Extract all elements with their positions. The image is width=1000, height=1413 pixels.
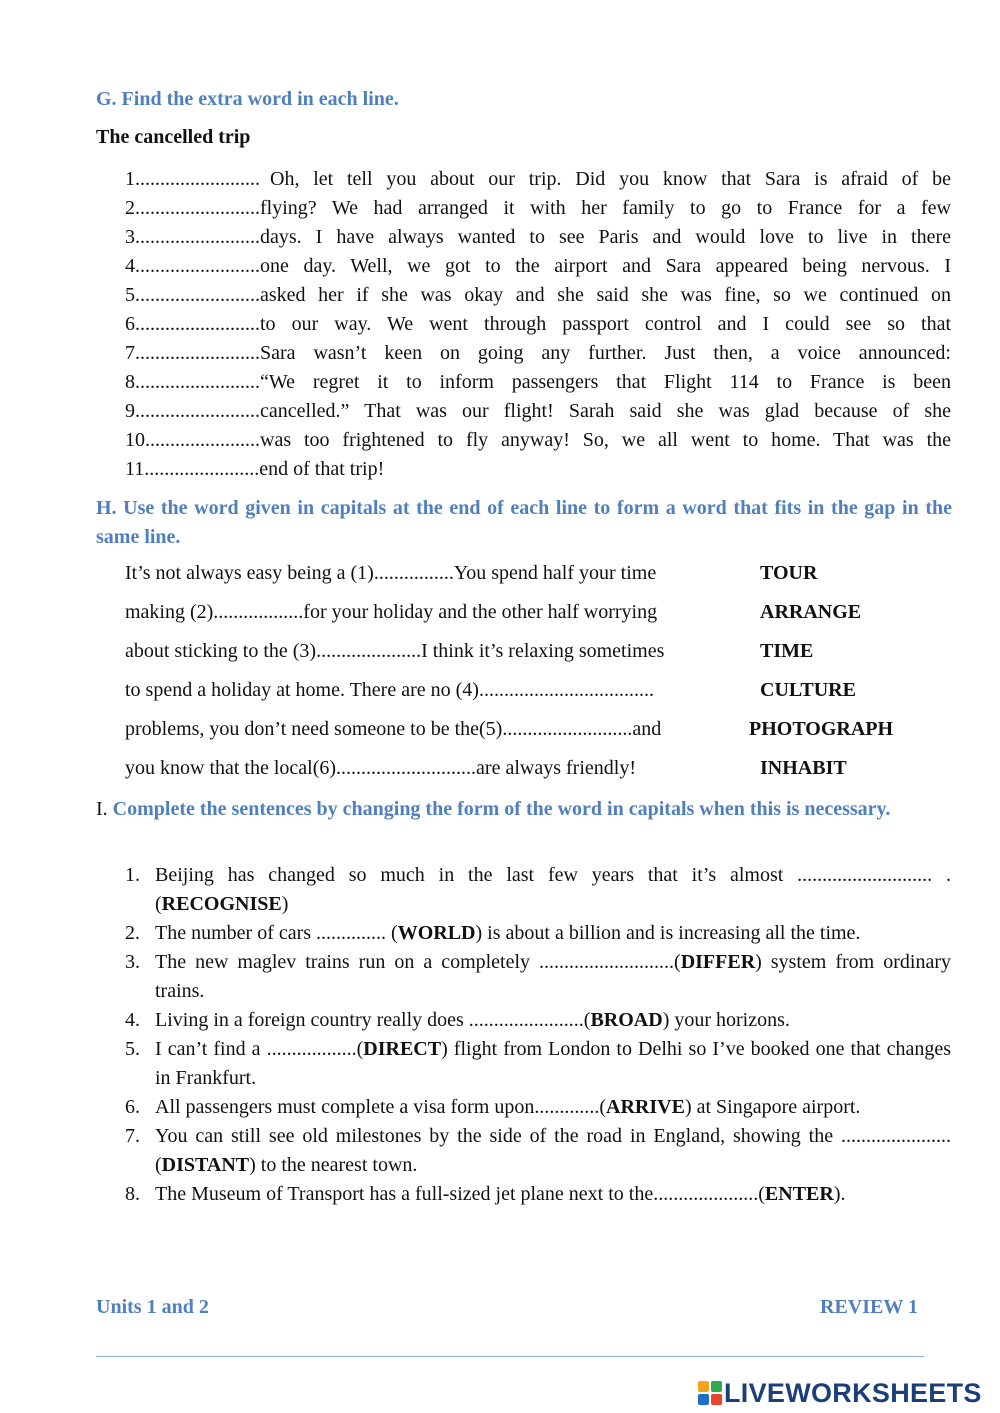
h-row-text: making (2)..................for your holiday and the other half worrying: [125, 601, 658, 623]
section-g-line: [125, 282, 951, 311]
sentence-before: The number of cars .............. (: [155, 922, 398, 944]
capital-word: INHABIT: [760, 757, 847, 779]
answer-blank: 5.........................: [125, 284, 260, 306]
item-number: 3.: [125, 951, 140, 973]
section-g-line: [125, 253, 951, 282]
h-row-text: It’s not always easy being a (1)................You spend half your time: [125, 562, 657, 584]
capital-word: PHOTOGRAPH: [749, 718, 894, 740]
sentence-text: [155, 861, 951, 919]
section-g-line: [125, 195, 951, 224]
capital-word: DISTANT: [161, 1154, 250, 1176]
sentence-text: [155, 919, 951, 948]
item-number: 7.: [125, 1125, 140, 1147]
sentence-item: [125, 1006, 951, 1035]
sentence-item: [125, 861, 951, 919]
footer-review: REVIEW 1: [820, 1296, 918, 1318]
section-g-lines: [125, 166, 951, 485]
sentence-after: ) at Singapore airport.: [684, 1096, 861, 1118]
section-g-line: [125, 369, 951, 398]
section-g-line: [125, 456, 951, 485]
section-h-row: [125, 675, 945, 714]
answer-blank: 11.......................: [125, 458, 260, 480]
section-h-rows: [125, 558, 945, 792]
footer-divider: [96, 1356, 924, 1357]
line-text: flying? We had arranged it with her family to go to France for a few: [260, 197, 951, 219]
section-h-row: [125, 636, 945, 675]
section-g-title: The cancelled trip: [96, 126, 251, 148]
section-g-line: [125, 311, 951, 340]
section-i-number: I.: [96, 798, 108, 820]
answer-blank: 8.........................: [125, 371, 260, 393]
capital-word: BROAD: [590, 1009, 663, 1031]
capital-word: WORLD: [397, 922, 476, 944]
answer-blank: 9.........................: [125, 400, 260, 422]
line-text: was too frightened to fly anyway! So, we all went to home. That was the: [260, 429, 951, 451]
section-g-heading: G. Find the extra word in each line.: [96, 88, 399, 110]
line-text: one day. Well, we got to the airport and Sara appeared being nervous. I: [260, 255, 951, 277]
answer-blank: 6.........................: [125, 313, 260, 335]
line-text: end of that trip!: [259, 458, 385, 480]
sentence-text: [155, 1035, 951, 1093]
liveworksheets-logo-text: LIVEWORKSHEETS: [724, 1378, 982, 1408]
capital-word: ARRIVE: [606, 1096, 685, 1118]
capital-word: DIFFER: [680, 951, 756, 973]
sentence-after: ) is about a billion and is increasing all the time.: [475, 922, 861, 944]
line-text: days. I have always wanted to see Paris and would love to live in there: [260, 226, 951, 248]
section-i-heading-text: Complete the sentences by changing the form of the word in capitals when this is necessary.: [112, 798, 891, 820]
sentence-item: [125, 1180, 951, 1209]
line-text: Oh, let tell you about our trip. Did you know that Sara is afraid of be: [270, 168, 951, 190]
h-row-text: to spend a holiday at home. There are no (4)...................................: [125, 679, 654, 701]
liveworksheets-logo: [698, 1378, 982, 1408]
answer-blank: 10.......................: [125, 429, 260, 451]
sentence-text: [155, 1093, 951, 1122]
sentence-before: Living in a foreign country really does .......................(: [155, 1009, 591, 1031]
capital-word: CULTURE: [760, 679, 856, 701]
section-i-list: [125, 861, 951, 1209]
section-h-row: [125, 558, 945, 597]
sentence-text: [155, 1180, 951, 1209]
item-number: 5.: [125, 1038, 140, 1060]
h-row-text: you know that the local(6)............................are always friendly!: [125, 757, 636, 779]
item-number: 8.: [125, 1183, 140, 1205]
line-text: cancelled.” That was our flight! Sarah said she was glad because of she: [260, 400, 951, 422]
answer-blank: 4.........................: [125, 255, 260, 277]
capital-word: ENTER: [764, 1183, 834, 1205]
line-text: “We regret it to inform passengers that Flight 114 to France is been: [260, 371, 951, 393]
h-row-text: about sticking to the (3).....................I think it’s relaxing sometimes: [125, 640, 665, 662]
footer-units: Units 1 and 2: [96, 1296, 209, 1318]
sentence-text: [155, 1006, 951, 1035]
capital-word: RECOGNISE: [161, 893, 282, 915]
sentence-after: ).: [833, 1183, 846, 1205]
section-h-row: [125, 714, 945, 753]
sentence-after: ) flight from London to Delhi so I’ve booked one that changes in Frankfurt.: [155, 1038, 951, 1089]
answer-blank: 2.........................: [125, 197, 260, 219]
sentence-after: ) your horizons.: [662, 1009, 790, 1031]
sentence-before: The new maglev trains run on a completely ...........................(: [155, 951, 681, 973]
sentence-item: [125, 1093, 951, 1122]
capital-word: TIME: [760, 640, 814, 662]
liveworksheets-logo-icon: [698, 1381, 722, 1405]
section-g-line: [125, 398, 951, 427]
sentence-before: All passengers must complete a visa form upon.............(: [155, 1096, 607, 1118]
item-number: 1.: [125, 864, 140, 886]
section-h-row: [125, 753, 945, 792]
capital-word: DIRECT: [363, 1038, 442, 1060]
sentence-after: ) to the nearest town.: [249, 1154, 418, 1176]
sentence-before: I can’t find a ..................(: [155, 1038, 364, 1060]
section-h-heading: H. Use the word given in capitals at the end of each line to form a word that fits in the gap in the same line.: [96, 497, 952, 548]
sentence-item: [125, 919, 951, 948]
line-text: Sara wasn’t keen on going any further. Just then, a voice announced:: [260, 342, 951, 364]
sentence-item: [125, 1122, 951, 1180]
section-h-row: [125, 597, 945, 636]
sentence-text: [155, 948, 951, 1006]
section-g-line: [125, 166, 951, 195]
answer-blank: 1.........................: [125, 168, 260, 190]
item-number: 6.: [125, 1096, 140, 1118]
answer-blank: 3.........................: [125, 226, 260, 248]
sentence-item: [125, 948, 951, 1006]
sentence-before: The Museum of Transport has a full-sized jet plane next to the.....................(: [155, 1183, 765, 1205]
section-g-line: [125, 224, 951, 253]
sentence-after: ): [281, 893, 289, 915]
sentence-before: You can still see old milestones by the side of the road in England, showing the ...................... (: [155, 1125, 951, 1176]
capital-word: ARRANGE: [760, 601, 862, 623]
line-text: asked her if she was okay and she said she was fine, so we continued on: [260, 284, 951, 306]
section-g-line: [125, 340, 951, 369]
sentence-item: [125, 1035, 951, 1093]
sentence-text: [155, 1122, 951, 1180]
capital-word: TOUR: [760, 562, 818, 584]
line-text: to our way. We went through passport control and I could see so that: [260, 313, 951, 335]
item-number: 4.: [125, 1009, 140, 1031]
h-row-text: problems, you don’t need someone to be the(5)..........................and: [125, 718, 662, 740]
item-number: 2.: [125, 922, 140, 944]
sentence-before: Beijing has changed so much in the last few years that it’s almost ........................... . (: [155, 864, 951, 915]
sentence-after: ) system from ordinary trains.: [155, 951, 951, 1002]
answer-blank: 7.........................: [125, 342, 260, 364]
section-i-heading: [96, 795, 952, 824]
section-g-line: [125, 427, 951, 456]
